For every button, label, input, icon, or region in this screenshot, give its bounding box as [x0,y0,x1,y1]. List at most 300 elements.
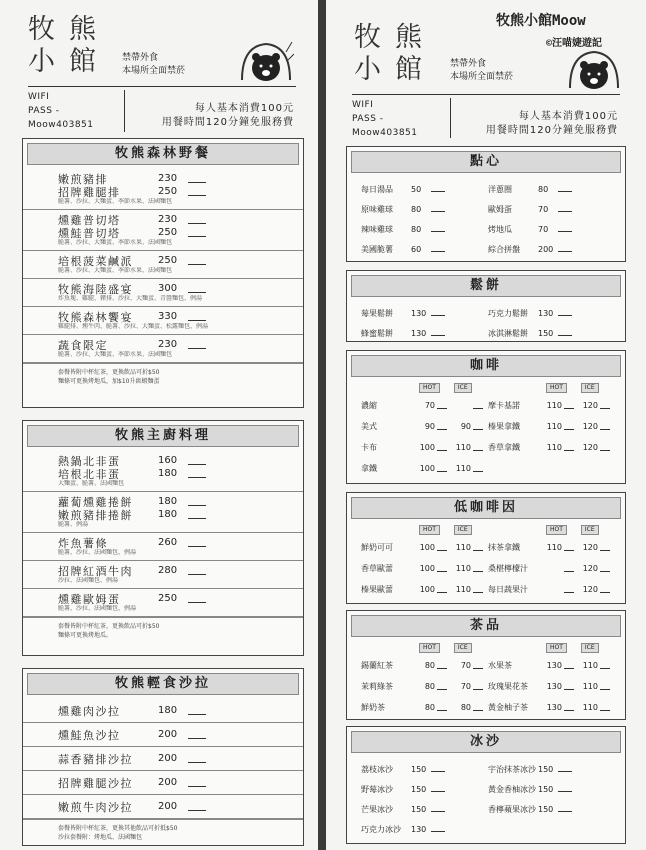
hot-price: 90 [424,422,435,431]
charge-line-2: 用餐時間120分鐘免服務費 [161,117,294,128]
qty-line [600,424,610,430]
bear-icon [238,38,294,82]
menu-item [58,704,293,717]
qty-line [564,705,574,711]
charge-info-right [486,110,618,138]
item-name: 芒果冰沙 [361,804,393,814]
footnote-line: 套餐皆附中杯紅茶，更換飲品可折$50 [58,369,160,376]
item-price: 160 [158,455,178,466]
menu-item [488,416,615,437]
hot-price: 130 [546,661,562,670]
menu-group [23,589,303,617]
menu-item [361,697,488,718]
item-price: 130 [411,824,427,834]
section-title: 咖啡 [351,355,621,377]
item-column [488,643,615,718]
item-name: 榛果歐蕾 [361,585,393,594]
item-price: 130 [538,308,554,318]
section-coffee [346,350,626,484]
ice-label: ICE [581,643,599,653]
item-grid [347,381,625,483]
qty-line [431,206,445,212]
item-name: 榛果拿鐵 [488,422,520,431]
item-name: 辣味雞球 [361,224,393,234]
item-price: 230 [158,173,178,184]
item-name: 嫩煎豬排 [58,172,108,186]
item-price: 80 [411,224,422,234]
ice-price: 120 [582,585,598,594]
watermark-title: 牧熊小館Moow [496,13,586,29]
hot-price: 110 [546,543,562,552]
item-price: 150 [538,804,554,814]
menu-group [23,795,303,819]
item-description: 脆薯、沙拉、大麵蛋、季節水果、法國麵包 [58,267,173,274]
section-footnote [23,617,303,644]
item-column [488,759,615,839]
menu-item [488,558,615,579]
ice-price: 110 [455,543,471,552]
menu-group [23,561,303,589]
brand-logo [28,14,110,78]
menu-group [23,747,303,771]
item-price: 70 [538,224,549,234]
menu-item [488,799,615,819]
ice-price: 90 [460,422,471,431]
section-chef-special [22,420,304,656]
menu-item [58,752,293,765]
wifi-label: WIFI [352,100,374,110]
menu-item [488,219,615,239]
item-name: 綜合拼盤 [488,244,520,254]
item-name: 招牌雞腿沙拉 [58,776,133,790]
ice-price: 110 [455,443,471,452]
menu-item [58,508,293,521]
qty-line [188,779,206,787]
wifi-info-right [352,98,418,140]
qty-line [473,684,483,690]
item-name: 炸魚薯條 [58,536,108,550]
menu-item [58,800,293,813]
ice-price: 70 [460,682,471,691]
bear-icon [566,46,622,90]
qty-line [600,705,610,711]
item-grid [347,301,625,347]
ice-label: ICE [581,525,599,535]
qty-line [188,755,206,763]
qty-line [437,545,447,551]
item-name: 黃金香柚冰沙 [488,784,536,794]
item-grid [347,757,625,843]
hot-price: 110 [546,401,562,410]
qty-line [431,246,445,252]
item-name: 燻雞歐姆蛋 [58,592,121,606]
qty-line [437,424,447,430]
menu-item [58,226,293,239]
item-name: 燻雞肉沙拉 [58,704,121,718]
qty-line [564,663,574,669]
item-name: 牧熊海陸盛宴 [58,282,133,296]
item-name: 牧熊森林饗宴 [58,310,133,324]
qty-line [600,445,610,451]
ice-price: 110 [582,682,598,691]
item-name: 培根菠菜鹹派 [58,254,133,268]
item-price: 180 [158,468,178,479]
item-description: 脆薯、例湯 [58,521,89,528]
menu-group [23,307,303,335]
menu-page-right [326,0,646,850]
item-name: 摩卡基諾 [488,401,520,410]
section-footnote [23,819,303,846]
item-name: 嫩煎豬排捲餅 [58,508,133,522]
qty-line [558,330,572,336]
item-price: 260 [158,537,178,548]
item-name: 冰淇淋鬆餅 [488,328,528,338]
qty-line [437,663,447,669]
qty-line [558,226,572,232]
item-price: 50 [411,184,422,194]
menu-item [488,395,615,416]
menu-item [488,239,615,259]
menu-item [361,416,488,437]
item-name: 每日蔬果汁 [488,585,528,594]
item-name: 荔枝冰沙 [361,764,393,774]
menu-page-left [0,0,318,850]
menu-item [488,537,615,558]
qty-line [188,341,206,349]
hot-price: 110 [546,443,562,452]
menu-item [488,676,615,697]
item-column [488,383,615,479]
ice-price: 110 [455,464,471,473]
notice-line-1: 禁帶外食 [450,59,487,69]
item-name: 巧克力冰沙 [361,824,401,834]
footnote-line: 套餐皆附中杯紅茶，更換其他飲品可折抵$50 [58,825,178,832]
item-name: 燻雞普切塔 [58,213,121,227]
item-price: 330 [158,311,178,322]
qty-line [188,539,206,547]
qty-line [473,566,483,572]
item-name: 蒜香豬排沙拉 [58,752,133,766]
menu-item [58,185,293,198]
menu-item [361,199,488,219]
menu-item [488,199,615,219]
menu-item [361,303,488,323]
hot-price: 80 [424,703,435,712]
item-name: 水果茶 [488,661,512,670]
menu-item [58,467,293,480]
hot-price: 70 [424,401,435,410]
qty-line [437,705,447,711]
section-title: 茶品 [351,615,621,637]
menu-item [58,776,293,789]
qty-line [437,466,447,472]
item-description: 炸魚塊、雞腿、豬排、沙拉、大麵蛋、青醬麵包、例湯 [58,295,203,302]
item-price: 280 [158,565,178,576]
menu-group [23,210,303,251]
qty-line [600,545,610,551]
item-price: 150 [538,328,554,338]
item-name: 歐姆蛋 [488,204,512,214]
hot-price: 80 [424,682,435,691]
qty-line [558,806,572,812]
item-column [361,383,488,479]
ice-price: 120 [582,422,598,431]
qty-line [188,595,206,603]
menu-item [488,779,615,799]
section-smoothie [346,726,626,844]
item-name: 抹茶拿鐵 [488,543,520,552]
menu-group [23,169,303,210]
qty-line [558,206,572,212]
item-price: 80 [538,184,549,194]
qty-line [431,226,445,232]
hot-price: 100 [419,543,435,552]
item-description: 脆薯、沙拉、大麵蛋、季節水果、法國麵包 [58,198,173,205]
section-tea [346,610,626,720]
hot-label: HOT [419,643,440,653]
item-name: 濃縮 [361,401,377,410]
qty-line [188,457,206,465]
item-price: 250 [158,186,178,197]
menu-item [488,323,615,343]
section-title: 牧熊森林野餐 [27,143,299,165]
menu-item [361,437,488,458]
item-name: 烤地瓜 [488,224,512,234]
qty-line [558,310,572,316]
item-price: 80 [411,204,422,214]
qty-line [188,257,206,265]
item-name: 香草歐蕾 [361,564,393,573]
menu-item [361,458,488,479]
qty-line [473,705,483,711]
qty-line [188,567,206,575]
notice-line-2: 本場所全面禁菸 [450,72,514,82]
qty-line [564,424,574,430]
qty-line [564,566,574,572]
section-forest-picnic [22,138,304,408]
item-name: 拿鐵 [361,464,377,473]
item-name: 卡布 [361,443,377,452]
qty-line [473,403,483,409]
menu-item [58,254,293,267]
hot-price: 100 [419,585,435,594]
item-name: 鮮奶可可 [361,543,393,552]
section-title: 點心 [351,151,621,173]
item-price: 60 [411,244,422,254]
menu-item [58,592,293,605]
item-price: 200 [158,753,178,764]
qty-line [431,786,445,792]
hot-ice-header [361,643,488,655]
qty-line [473,587,483,593]
item-price: 230 [158,339,178,350]
item-column [361,303,488,343]
brand-logo-right [354,22,436,86]
brand-line-1: 牧熊 [28,14,110,45]
item-price: 200 [538,244,554,254]
item-description: 沙拉、法國麵包、例湯 [58,577,119,584]
ice-label: ICE [454,383,472,393]
brand-line-2: 小館 [354,54,436,85]
menu-group [23,451,303,492]
menu-group [23,492,303,533]
menu-item [361,179,488,199]
charge-line-2: 用餐時間120分鐘免服務費 [485,125,618,136]
hot-label: HOT [546,525,567,535]
qty-line [473,424,483,430]
section-snacks [346,146,626,262]
brand-line-2: 小館 [28,46,110,77]
item-name: 嫩煎牛肉沙拉 [58,800,133,814]
qty-line [188,470,206,478]
item-price: 180 [158,496,178,507]
item-description: 脆薯、沙拉、法國麵包、例湯 [58,605,137,612]
ice-label: ICE [581,383,599,393]
item-name: 蜂蜜鬆餅 [361,328,393,338]
qty-line [431,806,445,812]
section-title: 冰沙 [351,731,621,753]
item-name: 蔬食限定 [58,338,108,352]
notice [122,52,185,78]
item-name: 熱鍋北非蛋 [58,454,121,468]
notice-right [450,58,513,84]
brand-line-1: 牧熊 [354,22,436,53]
section-footnote [23,363,303,390]
item-name: 香檸蘋果冰沙 [488,804,536,814]
charge-line-1: 每人基本消費100元 [194,103,294,114]
menu-item [488,697,615,718]
menu-item [488,179,615,199]
item-column [361,643,488,718]
qty-line [600,587,610,593]
qty-line [437,445,447,451]
item-price: 200 [158,777,178,788]
menu-item [488,303,615,323]
item-price: 150 [411,784,427,794]
qty-line [188,229,206,237]
ice-price: 110 [582,703,598,712]
section-title: 牧熊主廚料理 [27,425,299,447]
item-price: 250 [158,227,178,238]
hot-ice-header [361,383,488,395]
menu-item [361,537,488,558]
qty-line [188,707,206,715]
section-title: 牧熊輕食沙拉 [27,673,299,695]
item-grid [347,177,625,263]
notice-line-2: 本場所全面禁菸 [122,66,186,76]
item-name: 招牌紅酒牛肉 [58,564,133,578]
menu-group [23,335,303,363]
qty-line [431,310,445,316]
wifi-password: Moow403851 [28,120,94,130]
qty-line [188,175,206,183]
item-name: 燻鮭魚沙拉 [58,728,121,742]
menu-item [361,819,488,839]
qty-line [564,445,574,451]
hot-price: 100 [419,464,435,473]
menu-item [58,536,293,549]
qty-line [558,786,572,792]
menu-item [361,323,488,343]
watermark-credit: ©汪喵婕遊記 [546,38,603,49]
hot-ice-header [361,525,488,537]
menu-item [488,579,615,600]
qty-line [188,731,206,739]
qty-line [473,545,483,551]
qty-line [188,285,206,293]
qty-line [600,663,610,669]
item-description: 大麵蛋、脆薯、法國麵包 [58,480,125,487]
item-name: 野莓冰沙 [361,784,393,794]
qty-line [437,566,447,572]
menu-item [361,779,488,799]
qty-line [558,246,572,252]
menu-item [361,219,488,239]
item-name: 蘿蔔燻雞捲餅 [58,495,133,509]
menu-item [58,338,293,351]
item-name: 燻鮭普切塔 [58,226,121,240]
footnote-line: 麵條可更換烤地瓜，加$10升級蝦麵蛋 [58,378,160,385]
pass-label: PASS - [352,114,384,124]
hot-price: 100 [419,443,435,452]
menu-item [361,655,488,676]
section-decaf [346,492,626,604]
ice-label: ICE [454,643,472,653]
item-grid [347,641,625,722]
menu-item [361,676,488,697]
item-price: 130 [411,308,427,318]
qty-line [473,466,483,472]
item-column [488,179,615,259]
item-name: 美國脆薯 [361,244,393,254]
item-price: 150 [538,764,554,774]
hot-price: 130 [546,703,562,712]
qty-line [188,188,206,196]
item-description: 脆薯、沙拉、大麵蛋、季節水果、法國麵包 [58,239,173,246]
hot-price: 100 [419,564,435,573]
item-price: 250 [158,255,178,266]
item-column [361,525,488,600]
section-title: 低咖啡因 [351,497,621,519]
hot-label: HOT [419,525,440,535]
qty-line [431,330,445,336]
ice-price: 120 [582,401,598,410]
item-description: 脆薯、沙拉、大麵蛋、季節水果、法國麵包 [58,351,173,358]
item-price: 200 [158,801,178,812]
section-waffles [346,270,626,342]
hot-ice-header [488,383,615,395]
qty-line [431,766,445,772]
qty-line [188,803,206,811]
menu-item [58,728,293,741]
hot-ice-header [488,643,615,655]
item-price: 150 [411,764,427,774]
wifi-password: Moow403851 [352,128,418,138]
item-name: 黃金柚子茶 [488,703,528,712]
hot-price: 130 [546,682,562,691]
menu-group [23,533,303,561]
header-divider [28,86,296,87]
item-name: 培根北非蛋 [58,467,121,481]
qty-line [564,545,574,551]
qty-line [431,186,445,192]
item-name: 每日湯品 [361,184,393,194]
item-column [488,525,615,600]
footnote-line: 沙拉套餐附：烤地瓜、法國麵包 [58,834,143,841]
item-name: 桑椹檸檬汁 [488,564,528,573]
ice-price: 120 [582,564,598,573]
item-price: 300 [158,283,178,294]
